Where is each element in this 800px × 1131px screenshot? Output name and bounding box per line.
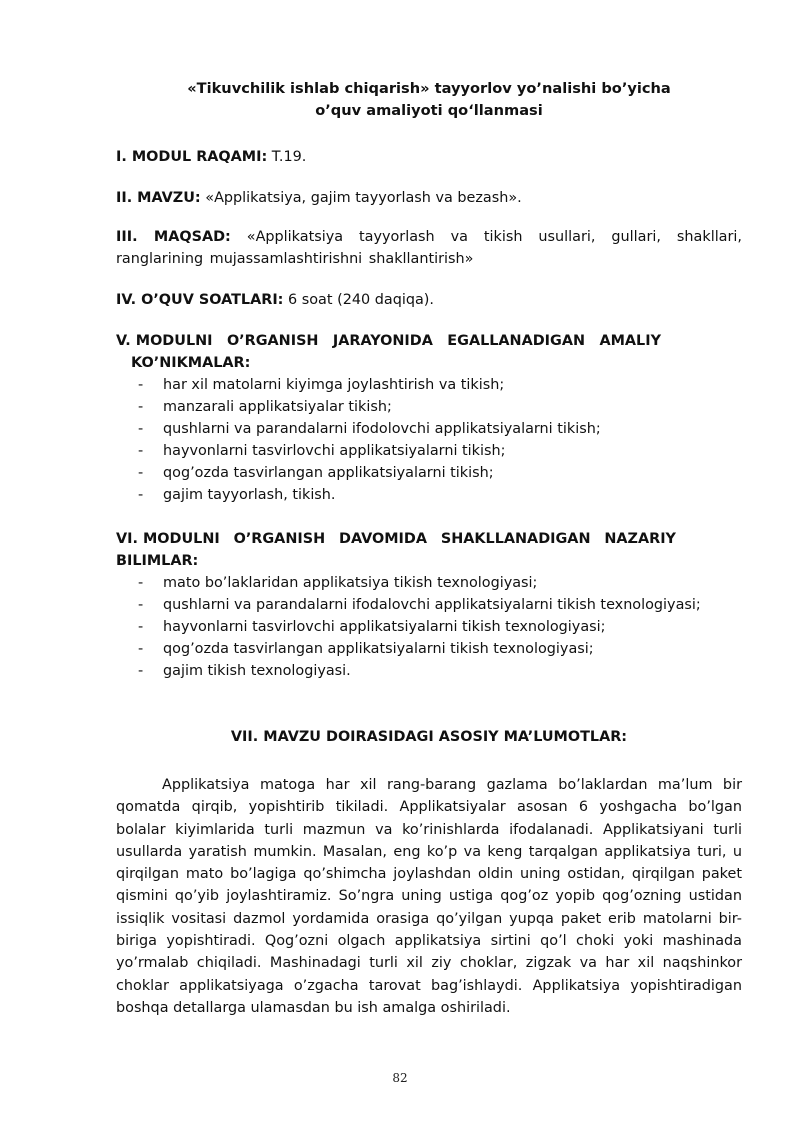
- heading-word: V. MODULNI: [116, 333, 213, 349]
- section-main-info-heading: VII. MAVZU DOIRASIDAGI ASOSIY MA’LUMOTLAR:: [230, 729, 628, 745]
- heading-word: EGALLANADIGAN: [447, 333, 586, 349]
- section-label: III. MAQSAD:: [116, 229, 231, 245]
- list-item: [116, 660, 742, 682]
- section-label: II. MAVZU:: [116, 190, 201, 206]
- main-paragraph: Applikatsiya matoga har xil rang-barang gazlama bo’laklardan ma’lum bir qomatda qirqib, yopishtirib tikiladi. Applikatsiyalar asosan 6 yoshgacha bo’lgan bolalar kiyimlarida turli mazmun va ko’rinishlarda ifodalanadi. Applikatsiyani turli usullarda yaratish mumkin. Masalan, eng ko’p va keng tarqalgan applikatsiya turi, u qirqilgan mato bo’lagiga qo’shimcha joylashdan oldin uning ostidan, qirqilgan paket qismini qo’yib joylashtiramiz. So’ngra uning ustiga qog’oz yopib qog’ozning ustidan issiqlik vositasi dazmol yordamida orasiga qo’yilgan yupqa paket erib matolarni bir-biriga yopishtiradi. Qog’ozni olgach applikatsiya sirtini qo’l choki yoki mashinada yo’rmalab chiqiladi. Mashinadagi turli xil ziy choklar, zigzak va har xil naqshinkor choklar applikatsiyaga o’zgacha tarovat bag’ishlaydi. Applikatsiya yopishtiradigan boshqa detallarga ulamasdan bu ish amalga oshiriladi.: [116, 777, 742, 1016]
- heading-word: SHAKLLANADIGAN: [440, 531, 591, 547]
- list-item: [116, 616, 742, 638]
- list-dash: -: [138, 465, 144, 481]
- section-value: 6 soat (240 daqiqa).: [283, 292, 434, 308]
- list-dash: -: [138, 619, 144, 635]
- document-title-line-2: o’quv amaliyoti qo‘llanmasi: [315, 102, 543, 119]
- list-item: [116, 484, 742, 506]
- list-dash: -: [138, 443, 144, 459]
- heading-word: VI. MODULNI: [116, 531, 220, 547]
- heading-word: JARAYONIDA: [332, 333, 433, 349]
- list-item: [116, 462, 742, 484]
- heading-word: DAVOMIDA: [339, 531, 427, 547]
- list-dash: -: [138, 597, 144, 613]
- list-item: [116, 572, 742, 594]
- list-item-text: gajim tikish texnologiyasi.: [163, 663, 351, 679]
- section-value: «Applikatsiya, gajim tayyorlash va bezash».: [200, 190, 522, 206]
- heading-word: O’RGANISH: [226, 333, 319, 349]
- list-item-text: hayvonlarni tasvirlovchi applikatsiyalarni tikish;: [163, 443, 506, 459]
- section-skills-heading: [116, 330, 742, 374]
- list-item: [116, 594, 742, 616]
- section-value: T.19.: [267, 149, 307, 165]
- heading-line-2: KO’NIKMALAR:: [131, 355, 251, 371]
- heading-word: NAZARIY: [604, 531, 676, 547]
- list-item: [116, 396, 742, 418]
- list-item: [116, 418, 742, 440]
- list-dash: -: [138, 575, 144, 591]
- list-dash: -: [138, 421, 144, 437]
- section-value: «Applikatsiya tayyorlash va tikish usullari, gullari, shakllari, ranglarining mujassamlashtirishni shakllantirish»: [116, 229, 742, 267]
- heading-word: AMALIY: [599, 333, 661, 349]
- list-dash: -: [138, 377, 144, 393]
- knowledge-list: [116, 572, 742, 682]
- section-study-hours: [116, 289, 742, 311]
- section-goal: [116, 226, 742, 270]
- list-item-text: har xil matolarni kiyimga joylashtirish va tikish;: [163, 377, 505, 393]
- list-dash: -: [138, 641, 144, 657]
- section-module-number: [116, 146, 742, 168]
- list-item: [116, 638, 742, 660]
- list-item-text: qog’ozda tasvirlangan applikatsiyalarni tikish texnologiyasi;: [163, 641, 594, 657]
- list-item-text: qushlarni va parandalarni ifodalovchi applikatsiyalarni tikish texnologiyasi;: [163, 597, 701, 613]
- skills-list: [116, 374, 742, 506]
- list-dash: -: [138, 399, 144, 415]
- list-item-text: gajim tayyorlash, tikish.: [163, 487, 336, 503]
- page-content: [116, 78, 742, 1019]
- section-topic: [116, 187, 742, 209]
- list-item: [116, 374, 742, 396]
- list-item: [116, 440, 742, 462]
- list-item-text: qog’ozda tasvirlangan applikatsiyalarni tikish;: [163, 465, 494, 481]
- list-dash: -: [138, 487, 144, 503]
- heading-line-2: BILIMLAR:: [116, 553, 199, 569]
- page-number: 82: [392, 1071, 408, 1085]
- section-label: I. MODUL RAQAMI:: [116, 149, 268, 165]
- heading-word: O’RGANISH: [233, 531, 326, 547]
- section-knowledge-heading: [116, 528, 742, 572]
- list-item-text: qushlarni va parandalarni ifodolovchi applikatsiyalarni tikish;: [163, 421, 601, 437]
- list-item-text: hayvonlarni tasvirlovchi applikatsiyalarni tikish texnologiyasi;: [163, 619, 606, 635]
- list-dash: -: [138, 663, 144, 679]
- section-label: IV. O’QUV SOATLARI:: [116, 292, 284, 308]
- document-title-line-1: «Tikuvchilik ishlab chiqarish» tayyorlov yo’nalishi bo’yicha: [187, 80, 671, 97]
- list-item-text: manzarali applikatsiyalar tikish;: [163, 399, 392, 415]
- list-item-text: mato bo’laklaridan applikatsiya tikish texnologiyasi;: [163, 575, 538, 591]
